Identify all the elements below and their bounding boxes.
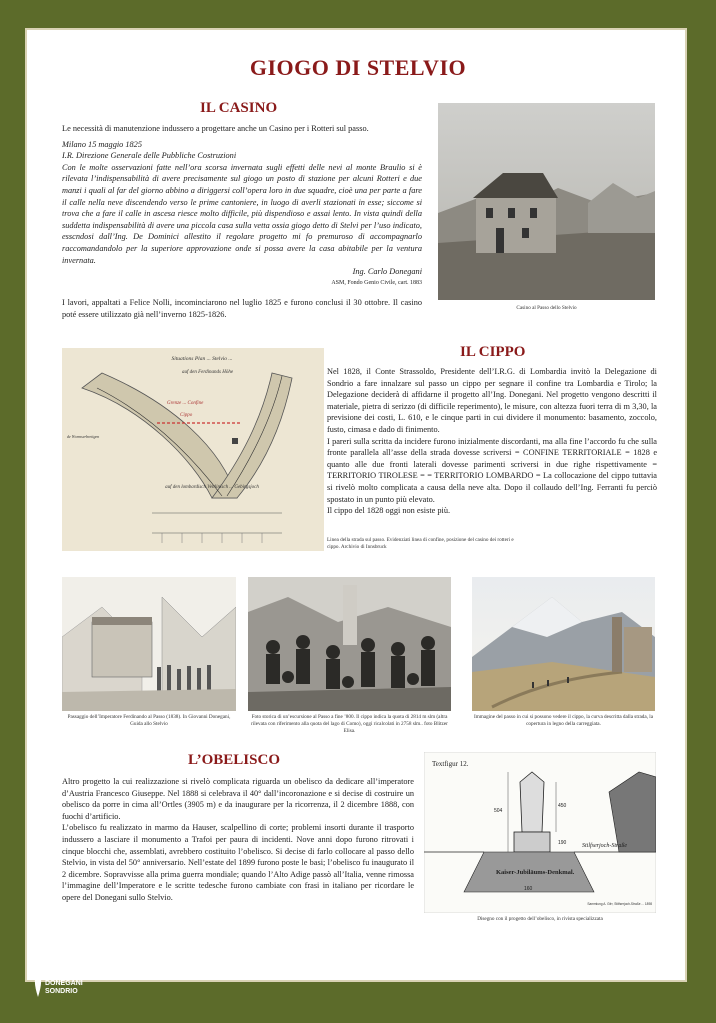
map-label-top: Situations Plan ... Stelvio ... <box>171 356 233 362</box>
logo-line-4: DONEGANI <box>45 979 83 987</box>
map-label-left: de Wormserbreitgen <box>67 434 100 439</box>
drawing-dim-4: 160 <box>524 886 533 892</box>
obelisco-body-1: Altro progetto la cui realizzazione si rivelò complicata riguarda un obelisco da dedicare all’imperatore d’Austria Francesco Giuseppe. Nel 1888 si celebrava il 40° dall’incoronazione e si decise di costruire un obelisco da porre in cima all’Ortles (3905 m) e da inaugurare per la ricorrenza, il 2 dicembre 1888, con fuochi d’artificio. <box>62 777 414 821</box>
gallery-caption-3: Immagine del passo in cui si possono vedere il cippo, la curva descritta dalla strada, la copertura in legno della carreggiata. <box>473 714 654 727</box>
map-label-road: auf den Ferdinands Höhe <box>182 370 234 375</box>
map-label-bottom: auf den lombardisch Veltlinisch ... Gebirgsjoch <box>165 485 259 490</box>
gallery-caption-1: Passaggio dell’Imperatore Ferdinando al Passo (1838). In Giovanni Donegani, Guida allo Stelvio <box>67 714 231 727</box>
obelisco-drawing-caption: Disegno con il progetto dell’obelisco, in rivista specializzata <box>477 916 603 922</box>
school-logo-icon <box>33 955 43 997</box>
drawing-dim-1: 504 <box>494 808 503 814</box>
drawing-dim-2: 450 <box>558 803 567 809</box>
casino-photo-caption: Casino al Passo dello Stelvio <box>516 305 577 311</box>
logo-line-5: SONDRIO <box>45 987 78 995</box>
map-label-cippo: Cippo <box>180 413 193 418</box>
gallery-photo-1 <box>62 577 236 711</box>
casino-outro: I lavori, appaltati a Felice Nolli, incominciarono nel luglio 1825 e furono conclusi il 30 ottobre. Il casino poté essere utilizzato già nell’inverno 1825-1826. <box>62 298 422 319</box>
obelisco-drawing <box>424 752 656 913</box>
cippo-text <box>327 366 657 517</box>
cippo-body-3: Il cippo del 1828 oggi non esiste più. <box>327 506 451 516</box>
casino-letter-date: Milano 15 maggio 1825 <box>62 139 142 149</box>
casino-letter-body: Con le molte osservazioni fatte nell’ora scorsa invernata sugli effetti delle nevi al monte Braulio si è rilevata l’indispensabilità di avere precisamente sul giogo un posto di stazione per alcuni Rotteri e due manzi i quali al far del giorno abbino a diriggersi coll’opera loro in due squadre, cioè una per parte a fare il calle nella neve discendendo verso le prime cantoniere, in luogo di averli stazionati in esse; siccome si trova che a fare il calle in ascesa riesce molto difficile, più dispendioso e assai lento. In vista quindi della suddetta indispensabilità di avere una piccola casa sulla vetta ossia giogo detto di Stelvi per l’uso indicato, esscndosi dall’Ing. De Dominici allestito il regolare progetto mi fo premuroso di accompagnarlo raccomandandolo per la superiore approvazione onde si possa avere la casa abitabile per la ventura invernata. <box>62 162 422 265</box>
drawing-fig-label: Textfigur 12. <box>432 760 469 768</box>
page-title: GIOGO DI STELVIO <box>249 55 467 80</box>
obelisco-heading: L’OBELISCO <box>188 752 280 768</box>
drawing-monument-label: Kaiser-Jubiläums-Denkmal. <box>496 869 575 876</box>
casino-letter-source: ASM, Fondo Genio Civile, cart. 1883 <box>331 279 422 286</box>
logo-line-1: LICEO <box>45 955 67 962</box>
map-label-confine: Grenze ... Confine <box>167 401 204 406</box>
gallery-caption-2: Foto storica di un’escursione al Passo a fine ’800. Il cippo indica la quota di 2814 m slm (altra rilevata con riferimento alla quota del lago di Como), oggi ricalcolati in 2758 slm.. foto Blitzer Elisa. <box>251 714 448 734</box>
casino-letter-signature: Ing. Carlo Donegani <box>352 267 422 277</box>
drawing-dim-3: 190 <box>558 840 567 846</box>
cippo-map-caption: Linea della strada sul passo. Evidenziati linea di confine, posizione del casino dei rotteri e cippo. Archivio di Innsbruck <box>327 537 514 550</box>
casino-photo <box>438 103 655 300</box>
casino-text <box>62 123 422 321</box>
drawing-road-label: Stilfserjoch-Straße <box>582 843 627 849</box>
cippo-map <box>62 348 324 551</box>
casino-intro: Le necessità di manutenzione indussero a progettare anche un Casino per i Rotteri sul passo. <box>62 124 369 133</box>
casino-letter-office: I.R. Direzione Generale delle Pubbliche Costruzioni <box>62 151 237 161</box>
casino-heading: IL CASINO <box>200 100 278 116</box>
logo-line-2: SCIENTIFICO <box>45 963 90 971</box>
gallery-photo-3 <box>472 577 655 711</box>
cippo-body-1: Nel 1828, il Conte Strassoldo, Presidente dell’I.R.G. di Lombardia invitò la Delegazione di Sondrio a fare innalzare sul passo un cippo per segnare il confine tra Lombardia e Tirolo; la Delegazione deciderà di affidarne il progetto all’Ing. Donegani. Nel progetto vengono descritti il materiale, pietra di serizzo (di difficile reperimento), le misure, con altezza fuori terra di m 3,30, la previsione dei costi, L. 610, e le cinque parti in cui dividere il monumento: basamento, zoccolo, fusto, cimasa e dado di finimento. <box>327 367 657 434</box>
drawing-credit: Sammlung A. Gfrr, Stilfserjoch-Straße ... 1898 <box>587 902 652 906</box>
obelisco-text <box>62 776 414 904</box>
obelisco-body-2: L’obelisco fu realizzato in marmo da Hauser, scalpellino di corte; problemi insorti durante il trasporto indussero a lasciare il monumento a Trafoi per paura di incidenti. Nove anni dopo furono ritrovati i cinque blocchi che, assemblati, avrebbero costituito l’obelisco. Si decise di farlo collocare al passo dello Stelvio, in vista del 50° anniversario. Nell’estate del 1899 furono poste le basi; l’obelisco fu inaugurato il 2 dicembre. Sopravvisse alla prima guerra mondiale; quando l’Alto Adige passò all’Italia, venne rimossa l’immagine dell’Imperatore e le scritte tedesche furono cambiate con frasi in italiano per ricordare le opere del Donegani sullo Stelvio. <box>62 823 414 902</box>
logo-line-3: CARLO <box>45 971 70 979</box>
gallery-photo-2 <box>248 577 451 711</box>
cippo-heading: IL CIPPO <box>460 344 526 360</box>
cippo-body-2: I pareri sulla scritta da incidere furono inizialmente discordanti, ma alla fine l’accordo fu che sulla fronte parallela all’asse della strada dovesse scriversi = CONFINE TERRITORIALE = 1828 e quanto alle due fronti laterali dovesse parimenti scriversi in due righe rispettivamente = TERRITORIO TIROLESE = = TERRITORIO LOMBARDO = La collocazione del cippo tuttavia si rivelò molto complicata a causa della neve alta. Dopo il collaudo dell’Ing. Ferranti fu perciò spostato in un punto più elevato. <box>327 436 657 504</box>
